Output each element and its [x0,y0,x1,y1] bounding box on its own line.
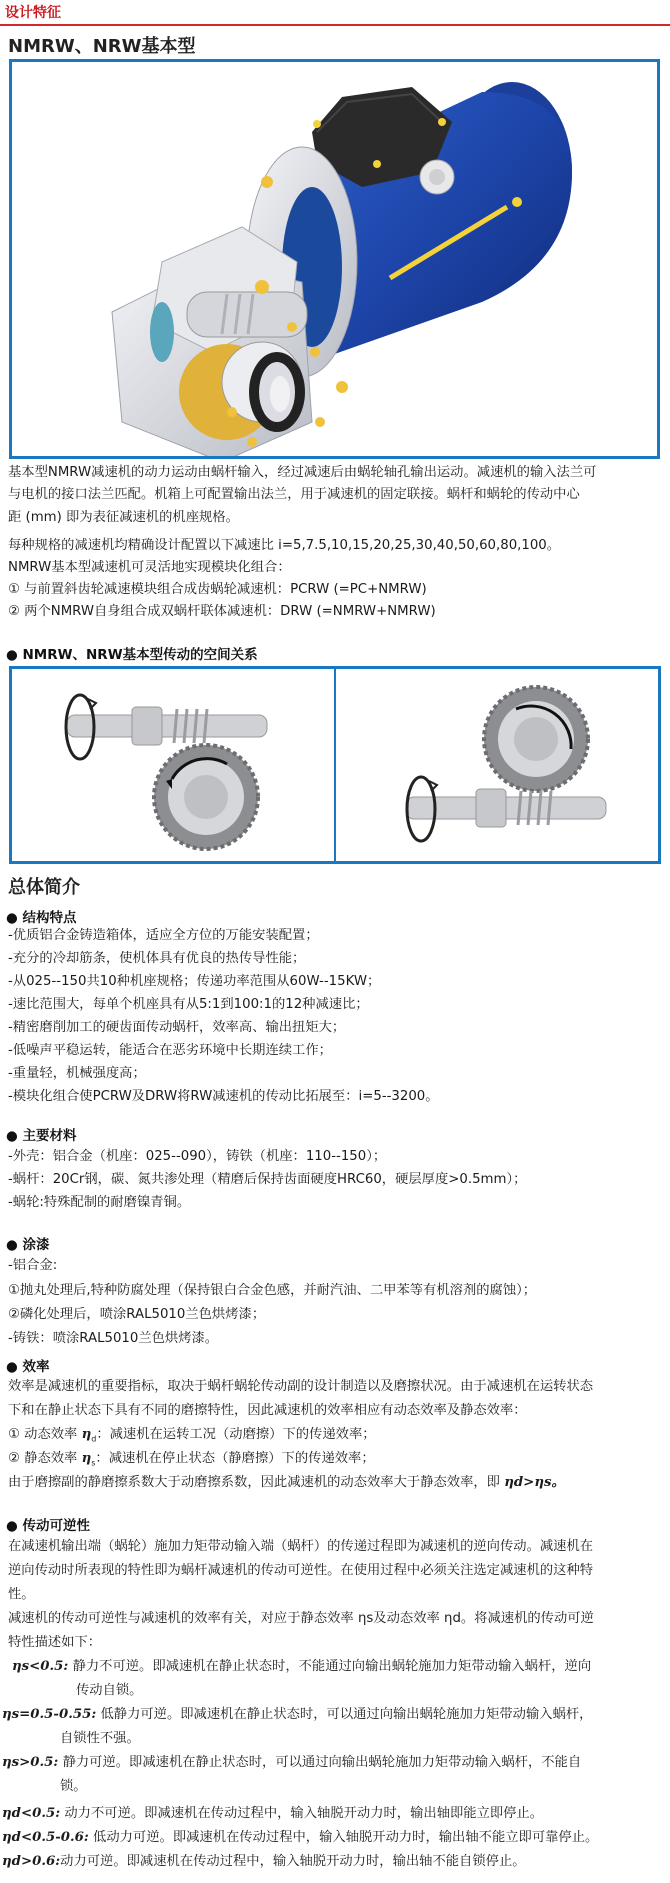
structure-item: -充分的冷却筋条，使机体具有优良的热传导性能； [8,951,306,966]
condition-label: ηs=0.5-0.55: [2,1707,97,1722]
efficiency-conclusion [8,1472,565,1494]
dynamic-text: ：减速机在运转工况（动磨擦）下的传递效率； [96,1427,376,1442]
gear-motor-illustration [12,62,657,456]
header-divider [0,24,670,26]
reversibility-line: 减速机的传动可逆性与减速机的效率有关，对应于静态效率 ηs及动态效率 ηd。将减速机的传动可逆 [8,1611,594,1626]
intro-line-2: 与电机的接口法兰匹配。机箱上可配置输出法兰，用于减速机的固定联接。蜗杆和蜗轮的传动中心 [8,487,580,502]
modular-pcrw: ① 与前置斜齿轮减速模块组合成齿蜗轮减速机：PCRW (=PC+NMRW) [8,582,427,597]
structure-item: -模块化组合使PCRW及DRW将RW减速机的传动比拓展至：i=5--3200。 [8,1089,439,1104]
dynamic-prefix: ① 动态效率 [8,1427,82,1442]
condition-continuation: 传动自锁。 [76,1683,143,1698]
worm-under-wheel-illustration [336,669,656,861]
reversibility-line: 在减速机输出端（蜗轮）施加力矩带动输入端（蜗杆）的传递过程即为减速机的逆向传动。减速机在 [8,1539,594,1554]
static-efficiency-line [8,1448,375,1475]
eta-symbol: η [81,1451,92,1466]
overview-title: 总体简介 [8,877,80,898]
dynamic-efficiency-line [8,1424,376,1451]
model-title: NMRW、NRW基本型 [8,36,196,57]
worm-over-wheel-illustration [12,669,332,861]
condition-static-reversible [2,1752,581,1774]
modular-drw: ② 两个NMRW自身组合成双蜗杆联体减速机：DRW (=NMRW+NMRW) [8,604,436,619]
condition-dynamic-irreversible [2,1803,543,1825]
structure-item: -速比范围大，每单个机座具有从5:1到100:1的12种减速比； [8,997,369,1012]
materials-item: -蜗轮:特殊配制的耐磨镍青铜。 [8,1195,191,1210]
condition-dynamic-reversible [2,1851,526,1873]
condition-text: 静力不可逆。即减速机在静止状态时，不能通过向输出蜗轮施加力矩带动输入蜗杆，逆向 [68,1659,592,1674]
conclusion-formula: ηd>ηs。 [504,1475,565,1490]
transmission-diagram [9,666,661,864]
eta-subscript: s [91,1458,96,1468]
structure-heading: ● 结构特点 [6,910,77,926]
ratios-line: 每种规格的减速机均精确设计配置以下减速比 i=5,7.5,10,15,20,25,30,40,50,60,80,100。 [8,538,561,553]
reversibility-line: 性。 [8,1587,35,1602]
condition-low-static-reversible [2,1704,592,1726]
intro-line-1: 基本型NMRW减速机的动力运动由蜗杆输入，经过减速后由蜗轮轴孔输出运动。减速机的输入法兰可 [8,465,597,480]
condition-continuation: 锁。 [60,1779,87,1794]
condition-text: 动力不可逆。即减速机在传动过程中，输入轴脱开动力时，输出轴即能立即停止。 [60,1806,544,1821]
condition-static-irreversible [12,1656,591,1678]
condition-continuation: 自锁性不强。 [60,1731,140,1746]
condition-text: 静力可逆。即减速机在静止状态时，可以通过向输出蜗轮施加力矩带动输入蜗杆，不能自 [58,1755,582,1770]
section-header-design-features: 设计特征 [5,5,61,21]
structure-item: -精密磨削加工的硬齿面传动蜗杆，效率高、输出扭矩大； [8,1020,346,1035]
paint-item: ①抛丸处理后,特种防腐处理（保持银白合金色感，并耐汽油、二甲苯等有机溶剂的腐蚀）； [8,1283,537,1298]
transmission-panel-right [334,669,658,861]
transmission-heading: ● NMRW、NRW基本型传动的空间关系 [6,647,258,663]
materials-heading: ● 主要材料 [6,1128,77,1144]
reversibility-heading: ● 传动可逆性 [6,1518,90,1534]
condition-label: ηd<0.5: [2,1806,61,1821]
conclusion-text: 由于磨擦副的静磨擦系数大于动磨擦系数，因此减速机的动态效率大于静态效率，即 [8,1475,505,1490]
condition-low-dynamic-reversible [2,1827,598,1849]
transmission-panel-left [12,669,334,861]
eta-subscript: d [91,1434,97,1444]
paint-heading: ● 涂漆 [6,1237,50,1253]
structure-item: -重量轻，机械强度高； [8,1066,146,1081]
reversibility-line: 特性描述如下： [8,1635,102,1650]
reducer-product-image [9,59,660,459]
paint-item: ②磷化处理后，喷涂RAL5010兰色烘烤漆； [8,1307,266,1322]
condition-label: ηs<0.5: [12,1659,69,1674]
structure-item: -低噪声平稳运转，能适合在恶劣环境中长期连续工作； [8,1043,332,1058]
structure-item: -从025--150共10种机座规格；传递功率范围从60W--15KW； [8,974,381,989]
condition-label: ηd>0.6: [2,1854,61,1869]
modular-intro: NMRW基本型减速机可灵活地实现模块化组合： [8,560,291,575]
materials-item: -外壳：铝合金（机座：025--090），铸铁（机座：110--150）； [8,1149,387,1164]
efficiency-line: 效率是减速机的重要指标，取决于蜗杆蜗轮传动副的设计制造以及磨擦状况。由于减速机在运转状态 [8,1379,594,1394]
condition-text: 低动力可逆。即减速机在传动过程中，输入轴脱开动力时，输出轴不能立即可靠停止。 [88,1830,599,1845]
paint-item: -铸铁：喷涂RAL5010兰色烘烤漆。 [8,1331,219,1346]
static-prefix: ② 静态效率 [8,1451,82,1466]
structure-item: -优质铝合金铸造箱体，适应全方位的万能安装配置； [8,928,319,943]
static-text: ：减速机在停止状态（静磨擦）下的传递效率； [95,1451,375,1466]
efficiency-line: 下和在静止状态下具有不同的磨擦特性，因此减速机的效率相应有动态效率及静态效率： [8,1403,527,1418]
condition-text: 低静力可逆。即减速机在静止状态时，可以通过向输出蜗轮施加力矩带动输入蜗杆， [96,1707,593,1722]
paint-item: -铝合金: [8,1258,58,1273]
materials-item: -蜗杆：20Cr钢，碳、氮共渗处理（精磨后保持齿面硬度HRC60，硬层厚度>0.5mm）； [8,1172,527,1187]
reversibility-line: 逆向传动时所表现的特性即为蜗杆减速机的传动可逆性。在使用过程中必须关注选定减速机的这种特 [8,1563,594,1578]
eta-symbol: η [81,1427,92,1442]
condition-label: ηd<0.5-0.6: [2,1830,89,1845]
intro-line-3: 距 (mm) 即为表征减速机的机座规格。 [8,510,239,525]
condition-label: ηs>0.5: [2,1755,59,1770]
efficiency-heading: ● 效率 [6,1359,50,1375]
condition-text: 动力可逆。即减速机在传动过程中，输入轴脱开动力时，输出轴不能自锁停止。 [60,1854,526,1869]
